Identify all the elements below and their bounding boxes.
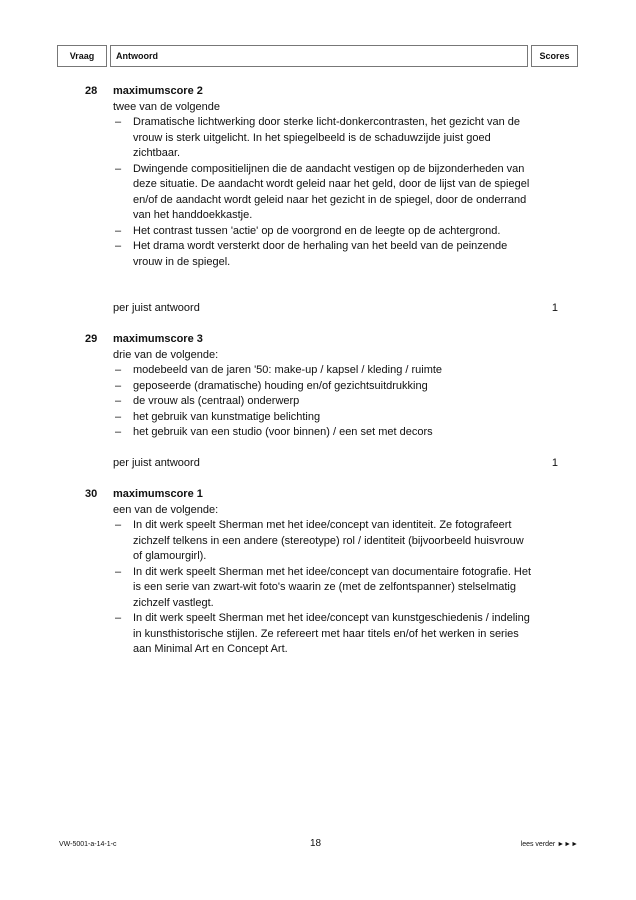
score-value: 1 [551, 302, 558, 314]
answer-item: – In dit werk speelt Sherman met het idee/concept van kunstgeschiedenis / indeling in kunsthistorische stijlen. Ze refereert met haar titels en/of het werken in series aan Minimal Art en Concept Art. [115, 612, 530, 655]
answer-body [113, 487, 533, 658]
max-score-title: maximumscore 3 [113, 333, 203, 345]
document-code: VW-5001-a-14-1-c [59, 841, 117, 848]
answer-item: – In dit werk speelt Sherman met het idee/concept van identiteit. Ze fotografeert zichzelf telkens in een andere (stereotype) rol / identiteit (bijvoorbeeld huisvrouw of glamourgirl). [115, 519, 524, 562]
answer-list [113, 518, 533, 658]
answer-item: – modebeeld van de jaren '50: make-up / kapsel / kleding / ruimte [115, 364, 443, 376]
question-number: 29 [85, 333, 98, 345]
question-number: 28 [85, 85, 98, 97]
page-footer [0, 838, 636, 854]
answer-intro: een van de volgende: [113, 503, 219, 516]
score-value: 1 [551, 457, 558, 469]
answer-item: – Dramatische lichtwerking door sterke licht-donkercontrasten, het gezicht van de vrouw is sterk uitgelicht. In het spiegelbeeld is de schaduwzijde juist goed zichtbaar. [115, 116, 521, 159]
answer-item: – In dit werk speelt Sherman met het idee/concept van documentaire fotografie. Het is een serie van zwart-wit foto's waarin ze (met de zelfontspanner) stelselmatig zichzelf vastlegt. [115, 565, 532, 609]
answer-item: – de vrouw als (centraal) onderwerp [115, 395, 300, 407]
score-label: per juist antwoord [113, 302, 200, 314]
header-vraag: Vraag [57, 45, 107, 67]
max-score-title: maximumscore 1 [113, 488, 203, 500]
answer-item: – Het contrast tussen 'actie' op de voorgrond en de leegte op de achtergrond. [115, 224, 501, 237]
question-number: 30 [85, 488, 98, 500]
max-score-title: maximumscore 2 [113, 85, 203, 97]
answer-item: – Dwingende compositielijnen die de aandacht vestigen op de bijzonderheden van deze situatie. De aandacht wordt geleid naar het geld, door de lijst van de spiegel en/of de aandacht wordt geleid naar het gezicht in de spiegel, door de onderrand van het handdoekkastje. [115, 162, 530, 221]
answer-item: – het gebruik van een studio (voor binnen) / een set met decors [115, 426, 433, 438]
answer-item: – geposeerde (dramatische) houding en/of gezichtsuitdrukking [115, 379, 428, 392]
lees-verder-link[interactable]: lees verder ►►► [520, 841, 578, 848]
answer-body [113, 84, 533, 270]
answer-list [113, 363, 533, 441]
answer-item: – het gebruik van kunstmatige belichting [115, 410, 321, 423]
answer-item: – Het drama wordt versterkt door de herhaling van het beeld van de peinzende vrouw in de spiegel. [115, 240, 508, 268]
header-antwoord: Antwoord [110, 45, 528, 67]
answer-body [113, 332, 533, 441]
answer-intro: twee van de volgende [113, 100, 221, 113]
page-number: 18 [310, 838, 322, 849]
answer-intro: drie van de volgende: [113, 348, 219, 361]
score-label: per juist antwoord [113, 457, 200, 469]
answer-list [113, 115, 533, 270]
header-scores: Scores [531, 45, 578, 67]
